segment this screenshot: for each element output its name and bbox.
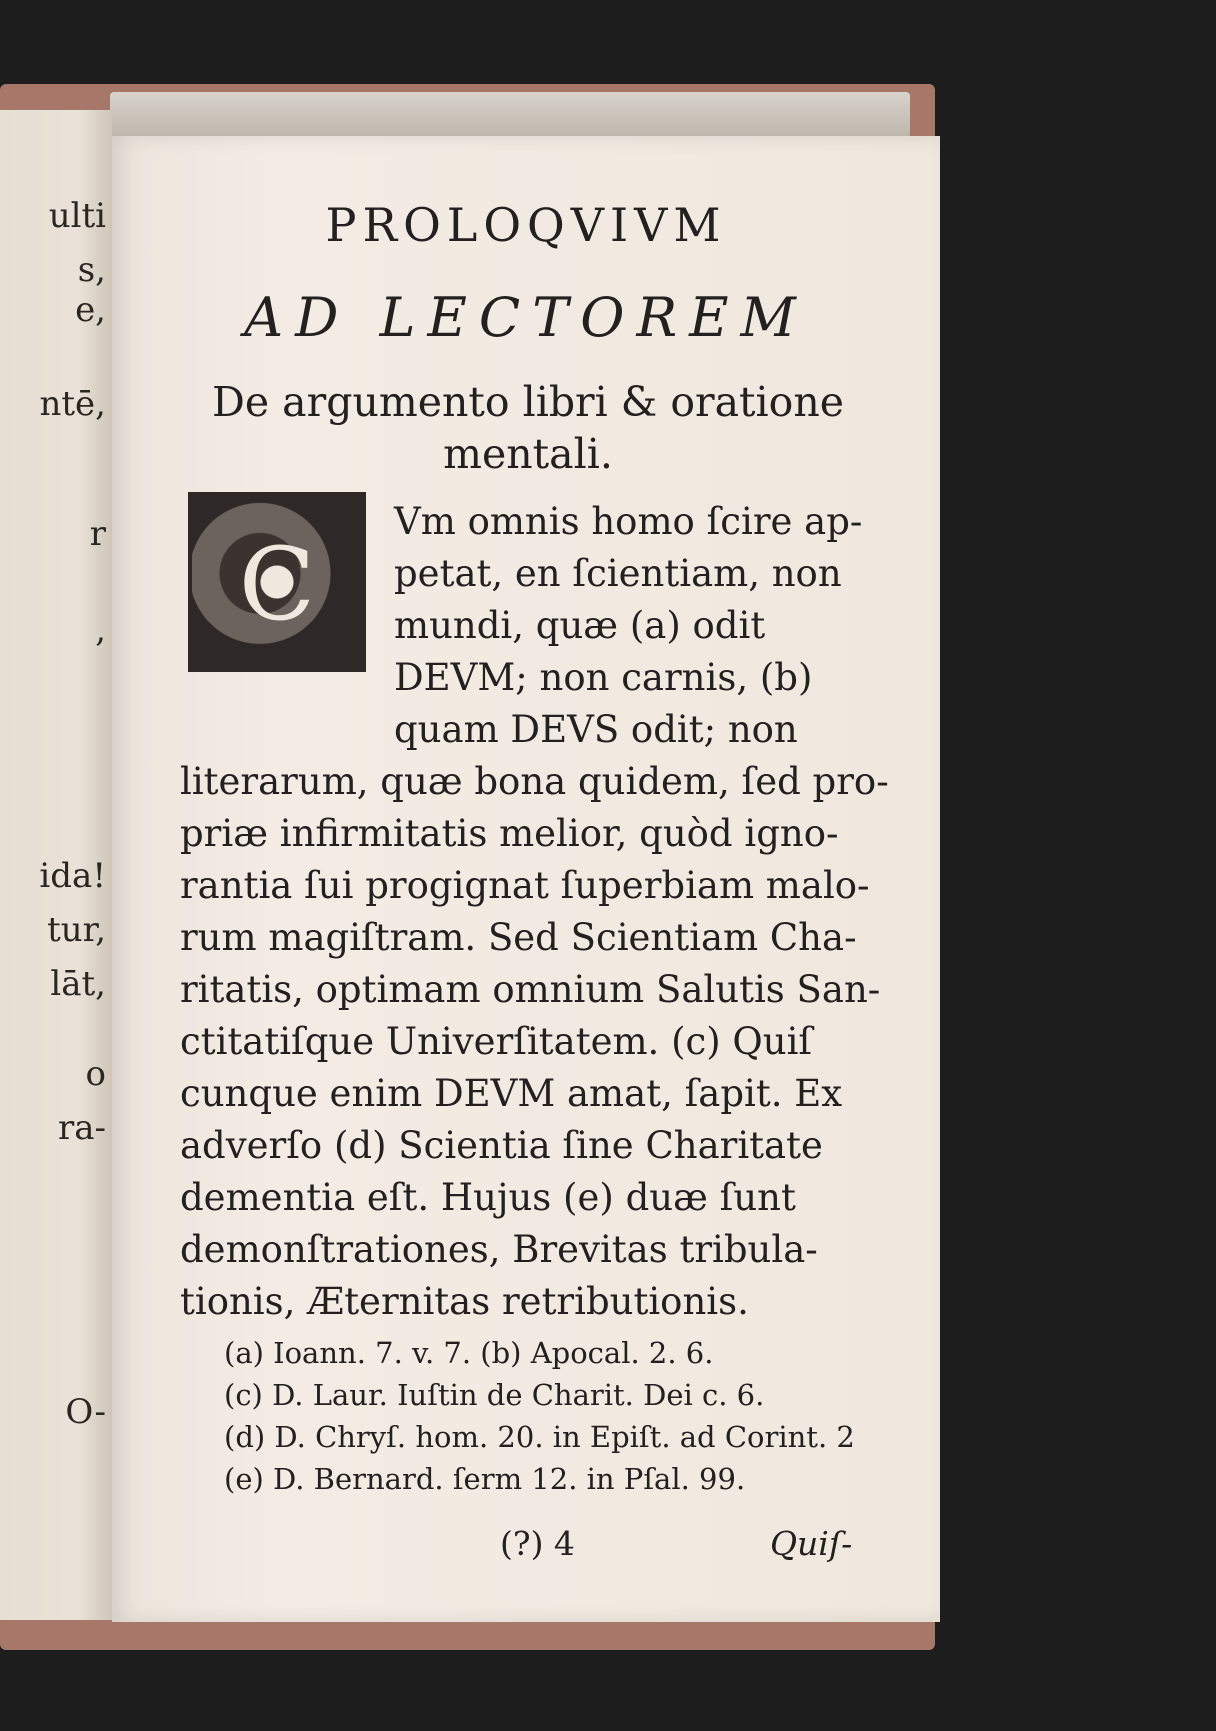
body-line: Vm omnis homo ſcire ap- (394, 500, 863, 543)
body-line: rum magiſtram. Sed Scientiam Cha- (180, 916, 857, 959)
left-page-line: o (85, 1054, 106, 1094)
left-page-line: r (89, 514, 106, 554)
decorated-initial (188, 492, 366, 672)
left-page-line: O- (65, 1392, 106, 1432)
signature-mark: (?) 4 (500, 1524, 575, 1563)
body-line: ritatis, optimam omnium Salutis San- (180, 968, 881, 1011)
body-line: demonſtrationes, Brevitas tribula- (180, 1228, 818, 1271)
left-page-line: lāt, (50, 964, 106, 1004)
left-page-line: ulti (48, 196, 106, 236)
footnote: (c) D. Laur. Iuſtin de Charit. Dei c. 6. (224, 1378, 765, 1412)
body-line: ctitatiſque Univerſitatem. (c) Quiſ (180, 1020, 813, 1063)
body-line: priæ infirmitatis melior, quòd igno- (180, 812, 839, 855)
left-page (0, 110, 112, 1620)
body-line: mundi, quæ (a) odit (394, 604, 766, 647)
catchword: Quiſ- (770, 1524, 853, 1563)
page-subtitle: AD LECTOREM (244, 286, 808, 349)
section-heading: De argumento libri & oratione mentali. (211, 378, 845, 478)
left-page-line: s, (77, 250, 106, 290)
left-page-line: e, (75, 290, 106, 330)
initial-letter: C (238, 526, 316, 643)
page-edge (110, 92, 910, 138)
footnote: (e) D. Bernard. ſerm 12. in Pſal. 99. (224, 1462, 746, 1496)
right-page (112, 136, 940, 1622)
left-page-line: , (95, 610, 106, 650)
body-line: rantia ſui progignat ſuperbiam malo- (180, 864, 870, 907)
body-line: adverſo (d) Scientia ſine Charitate (180, 1124, 823, 1167)
body-line: DEVM; non carnis, (b) (394, 656, 813, 699)
left-page-line: ntē, (39, 384, 106, 424)
left-page-line: ra- (57, 1108, 106, 1148)
body-line: literarum, quæ bona quidem, ſed pro- (180, 760, 889, 803)
footnote: (d) D. Chryſ. hom. 20. in Epiſt. ad Corint. 2 (224, 1420, 855, 1454)
body-line: petat, en ſcientiam, non (394, 552, 842, 595)
body-line: tionis, Æternitas retributionis. (180, 1280, 749, 1323)
left-page-line: ida! (39, 856, 106, 896)
body-line: dementia eſt. Hujus (e) duæ ſunt (180, 1176, 796, 1219)
left-page-line: tur, (47, 910, 106, 950)
page-title: PROLOQVIVM (325, 198, 727, 252)
body-line: cunque enim DEVM amat, ſapit. Ex (180, 1072, 843, 1115)
body-line: quam DEVS odit; non (394, 708, 798, 751)
footnote: (a) Ioann. 7. v. 7. (b) Apocal. 2. 6. (224, 1336, 714, 1370)
